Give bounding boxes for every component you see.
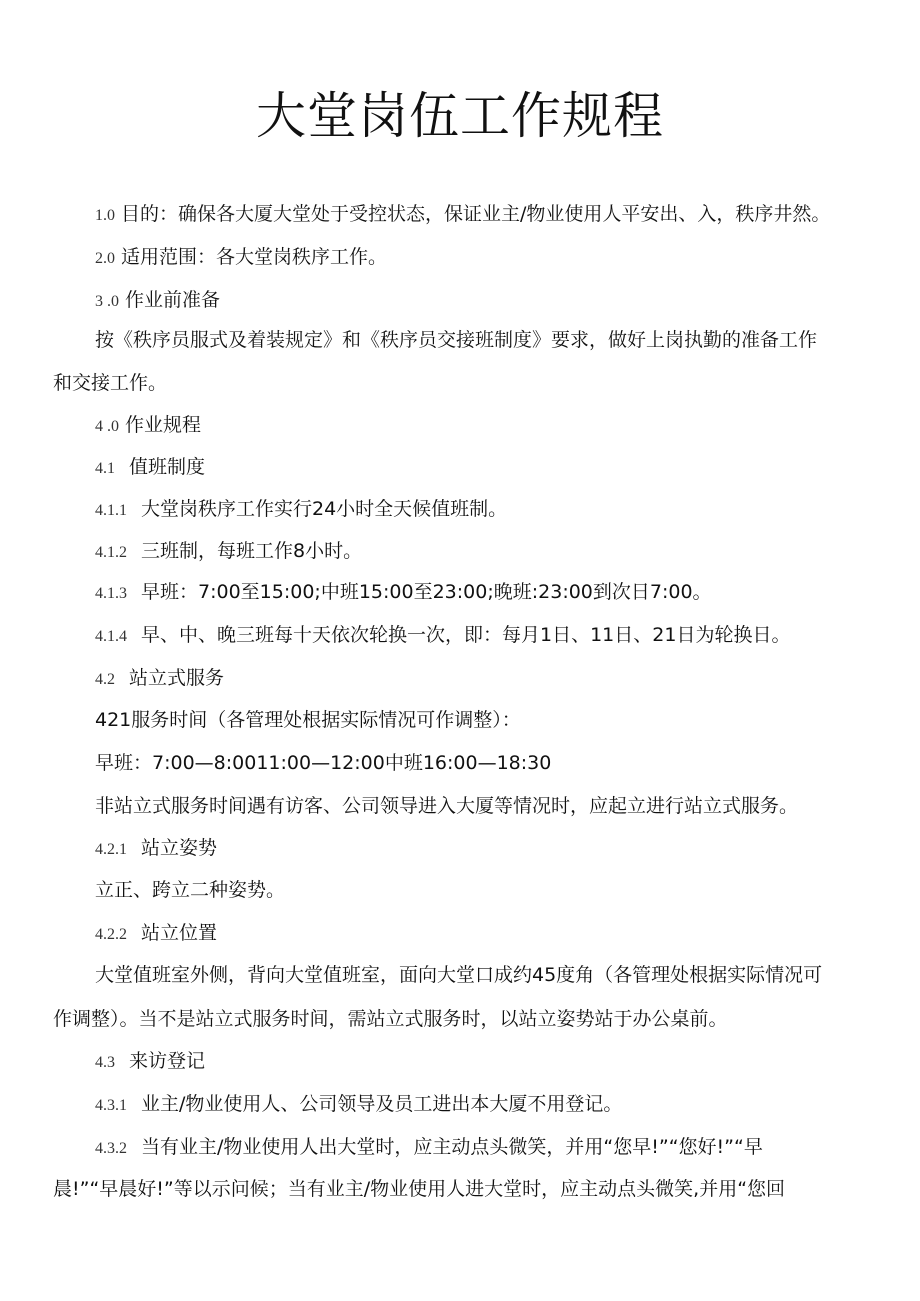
line-text: 非站立式服务时间遇有访客、公司领导进入大厦等情况时，应起立进行站立式服务。 <box>95 795 799 817</box>
section-heading <box>95 411 201 441</box>
line-text: 晨!”“早晨好!”等以示问候；当有业主/物业使用人进大堂时，应主动点头微笑,并用“您回 <box>53 1178 786 1200</box>
clause-line <box>95 919 217 949</box>
line-text: 早、中、晚三班每十天依次轮换一次，即：每月1日、11日、21日为轮换日。 <box>141 624 791 646</box>
line-text: 大堂值班室外侧，背向大堂值班室，面向大堂口成约45度角（各管理处根据实际情况可 <box>95 964 823 986</box>
paragraph-line <box>95 876 285 904</box>
schedule-line <box>95 749 551 777</box>
clause-line <box>95 495 507 525</box>
line-text: 大堂岗秩序工作实行24小时全天候值班制。 <box>141 498 508 520</box>
paragraph-line <box>95 326 817 354</box>
section-number: 4.1.3 <box>95 585 127 602</box>
section-number: 4.1.4 <box>95 628 127 645</box>
section-number: 4 .0 <box>95 418 119 435</box>
subsection-heading <box>95 453 205 483</box>
purpose-line <box>95 200 830 230</box>
line-text: 作调整）。当不是站立式服务时间，需站立式服务时，以站立姿势站于办公桌前。 <box>53 1008 728 1030</box>
clause-line <box>95 1133 763 1163</box>
section-number: 1.0 <box>95 207 115 224</box>
section-heading <box>95 286 220 316</box>
subsection-heading <box>95 664 224 694</box>
line-text: 目的：确保各大厦大堂处于受控状态，保证业主/物业使用人平安出、入，秩序井然。 <box>121 203 831 225</box>
paragraph-line <box>95 961 822 989</box>
line-text: 站立位置 <box>141 922 218 944</box>
line-text: 按《秩序员服式及着装规定》和《秩序员交接班制度》要求，做好上岗执勤的准备工作 <box>95 329 818 351</box>
clause-line <box>95 578 712 608</box>
section-number: 4.3 <box>95 1054 115 1071</box>
subsection-heading <box>95 1047 205 1077</box>
section-number: 4.3.1 <box>95 1097 127 1114</box>
section-number: 4.3.2 <box>95 1140 127 1157</box>
line-text: 作业前准备 <box>125 289 221 311</box>
section-number: 4.2 <box>95 671 115 688</box>
paragraph-line <box>53 1175 785 1203</box>
section-number: 4.1.2 <box>95 544 127 561</box>
clause-line <box>95 1090 622 1120</box>
line-text: 站立式服务 <box>129 667 225 689</box>
section-number: 4.2.1 <box>95 841 127 858</box>
paragraph-line <box>53 369 167 397</box>
line-text: 421服务时间（各管理处根据实际情况可作调整）： <box>95 709 521 731</box>
scope-line <box>95 243 387 273</box>
paragraph-line <box>53 1005 728 1033</box>
line-text: 早班：7:00—8:0011:00—12:00中班16:00—18:30 <box>95 752 552 774</box>
paragraph-line <box>95 706 521 734</box>
section-number: 2.0 <box>95 250 115 267</box>
line-text: 三班制，每班工作8小时。 <box>141 540 363 562</box>
clause-line <box>95 621 790 651</box>
section-number: 4.1 <box>95 460 115 477</box>
document-title: 大堂岗伍工作规程 <box>256 87 664 145</box>
clause-line <box>95 537 362 567</box>
clause-line <box>95 834 217 864</box>
line-text: 业主/物业使用人、公司领导及员工进出本大厦不用登记。 <box>141 1093 623 1115</box>
line-text: 和交接工作。 <box>53 372 168 394</box>
section-number: 4.1.1 <box>95 502 127 519</box>
line-text: 当有业主/物业使用人出大堂时，应主动点头微笑，并用“您早!”“您好!”“早 <box>141 1136 763 1158</box>
paragraph-line <box>95 792 798 820</box>
section-number: 4.2.2 <box>95 926 127 943</box>
line-text: 站立姿势 <box>141 837 218 859</box>
line-text: 值班制度 <box>129 456 206 478</box>
line-text: 早班：7:00至15:00;中班15:00至23:00;晚班:23:00到次日7:00。 <box>141 581 712 603</box>
line-text: 适用范围：各大堂岗秩序工作。 <box>121 246 388 268</box>
section-number: 3 .0 <box>95 293 119 310</box>
line-text: 立正、跨立二种姿势。 <box>95 879 286 901</box>
line-text: 来访登记 <box>129 1050 206 1072</box>
line-text: 作业规程 <box>125 414 202 436</box>
